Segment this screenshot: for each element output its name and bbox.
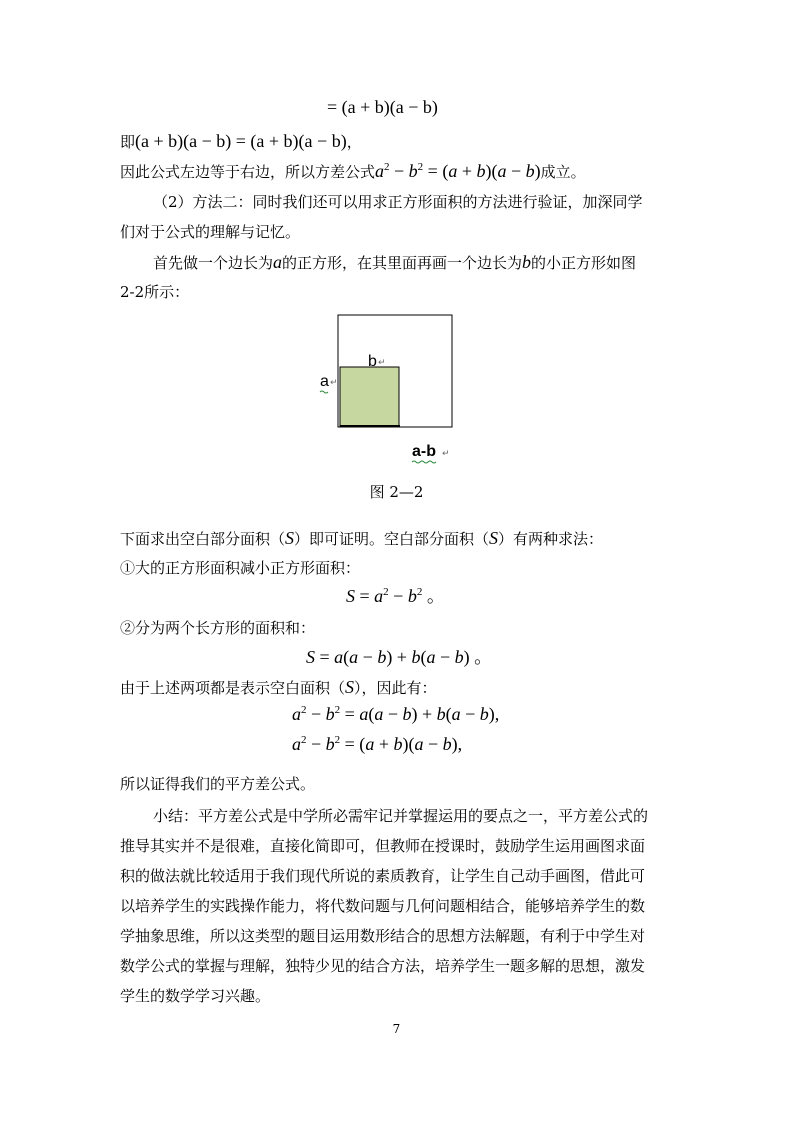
text: ），因此有： (354, 679, 437, 697)
return-mark: ↵ (442, 448, 450, 458)
label-a: a (320, 373, 329, 390)
square-diagram (316, 310, 466, 470)
text: ）即可证明。空白部分面积（ (294, 530, 490, 548)
identity-equation: (a + b)(a − b) = (a + b)(a − b) (135, 131, 347, 151)
text: 因此公式左边等于右边，所以方差公式 (120, 163, 376, 181)
text: 成立。 (540, 163, 586, 181)
summary-line: 学生的数学学习兴趣。 (120, 987, 271, 1005)
figure-caption: 图 2—2 (369, 483, 424, 501)
equation-expansion: $a^2 - b^2 = a(a - b) + b(a - b)$, (292, 704, 500, 724)
formula-statement (120, 160, 586, 183)
label-a-minus-b: a-b (412, 443, 436, 460)
text: ）有两种求法： (498, 530, 604, 548)
page-number: 7 (392, 1022, 401, 1036)
method-item-1: ①大的正方形面积减小正方形面积： (120, 559, 361, 577)
identity-line (120, 130, 362, 153)
since-line (120, 676, 437, 699)
text: 的小正方形如图 (531, 254, 637, 272)
label-b: b (368, 353, 377, 370)
paragraph-first-line2: 2-2所示： (120, 283, 190, 301)
method-item-2: ②分为两个长方形的面积和： (120, 619, 316, 637)
equation-factored: $a^2 - b^2 = (a + b)(a - b)$, (292, 734, 463, 754)
text: ， (346, 133, 362, 151)
var-S: S (285, 528, 295, 548)
text: 由于上述两项都是表示空白面积（ (120, 679, 346, 697)
summary-line: 小结：平方差公式是中学所必需牢记并掌握运用的要点之一，平方差公式的 (153, 807, 649, 825)
summary-line: 推导其实并不是很难，直接化简即可，但教师在授课时，鼓励学生运用画图求面 (120, 837, 646, 855)
summary-line: 学抽象思维，所以这类型的题目运用数形结合的思想方法解题，有利于中学生对 (120, 927, 646, 945)
text: 即 (120, 133, 136, 151)
squiggle-underline (412, 461, 436, 463)
equation-s2: S = a(a − b) + b(a − b) 。 (306, 647, 493, 667)
summary-line: 以培养学生的实践操作能力，将代数问题与几何问题相结合，能够培养学生的数 (120, 897, 646, 915)
difference-of-squares-formula: $a^2 - b^2 = (a + b)(a - b)$ (375, 161, 541, 181)
return-mark: ↵ (330, 377, 338, 387)
equation-continuation: = (a + b)(a − b) (327, 97, 438, 117)
paragraph-method2-line2: 们对于公式的理解与记忆。 (120, 223, 301, 241)
text: 的正方形，在其里面再画一个边长为 (282, 254, 523, 272)
conclusion-line: 所以证得我们的平方差公式。 (120, 775, 316, 793)
summary-line: 积的做法就比较适用于我们现代所说的素质教育，让学生自己动手画图，借此可 (120, 867, 646, 885)
var-b: b (522, 252, 532, 272)
text: 首先做一个边长为 (153, 254, 274, 272)
equation-s1: $S = a^2 - b^2$ 。 (346, 586, 445, 606)
squiggle-underline (320, 391, 328, 393)
text: 下面求出空白部分面积（ (120, 530, 286, 548)
paragraph-method2-line1: （2）方法二：同时我们还可以用求正方形面积的方法进行验证，加深同学 (153, 193, 643, 211)
var-S: S (345, 677, 355, 697)
return-mark: ↵ (378, 357, 386, 367)
paragraph-first-line1 (153, 251, 636, 274)
summary-line: 数学公式的掌握与理解，独特少见的结合方法，培养学生一题多解的思想，激发 (120, 957, 646, 975)
inner-square (340, 367, 399, 426)
var-a: a (273, 252, 283, 272)
var-S: S (489, 528, 499, 548)
below-line (120, 527, 603, 550)
